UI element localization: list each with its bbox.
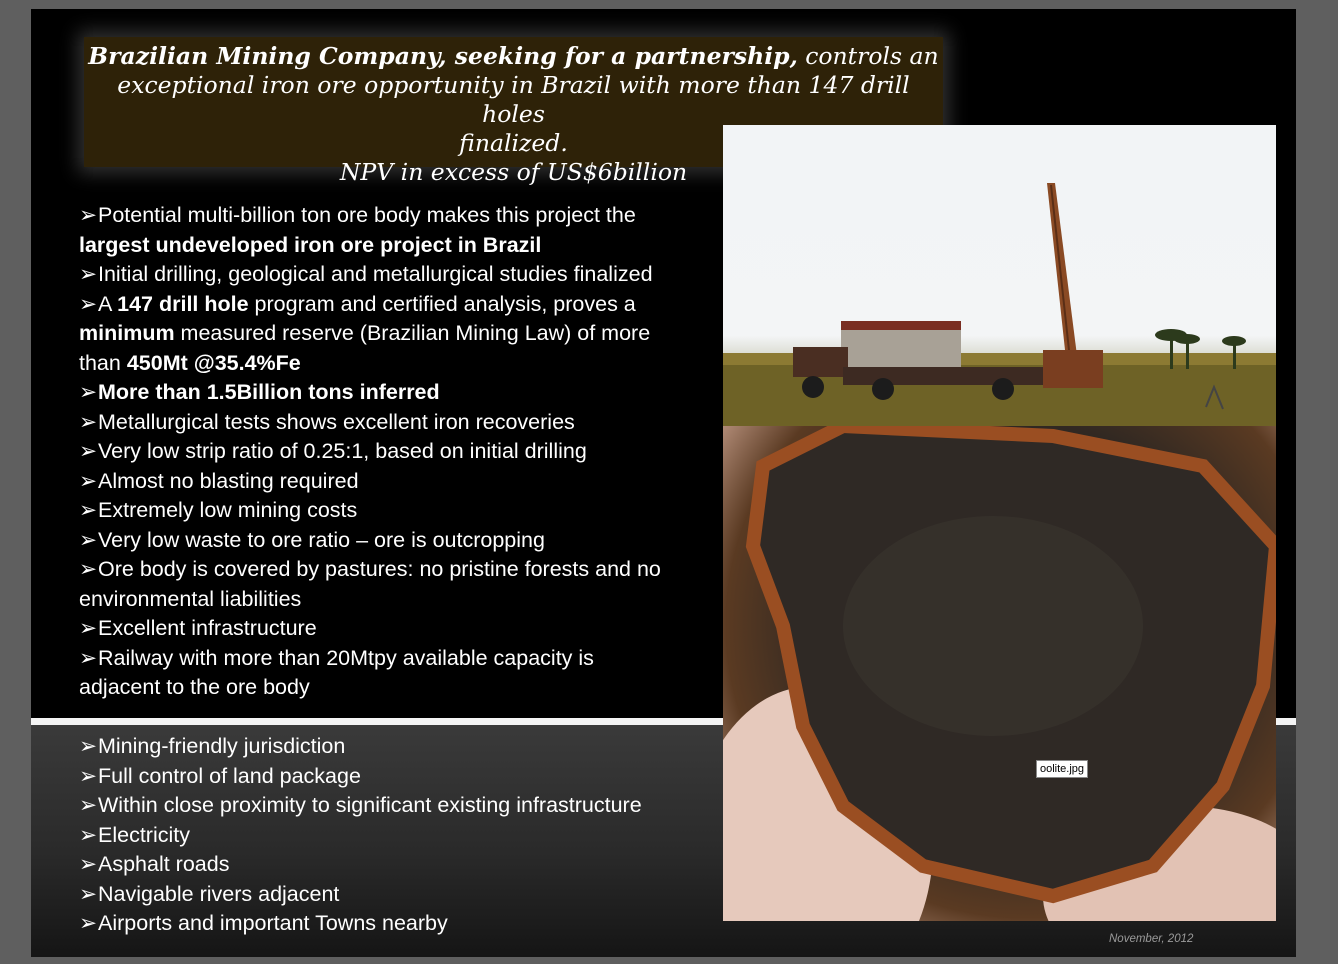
bottom-bullet-list — [79, 732, 719, 939]
bullet-item — [79, 791, 719, 821]
drill-rig-illustration — [723, 125, 1276, 426]
oolite-rock-photo — [723, 426, 1276, 921]
arrow-bullet-icon: ➢ — [79, 911, 98, 935]
bullet-text: adjacent to the ore body — [79, 675, 310, 699]
presentation-date: November, 2012 — [1109, 933, 1194, 945]
bullet-item — [79, 732, 719, 762]
bullet-item — [79, 378, 719, 408]
bullet-text: Electricity — [98, 822, 190, 847]
drill-rig-photo — [723, 125, 1276, 426]
slide — [31, 9, 1296, 957]
bullet-item — [79, 290, 719, 379]
bullet-text: Mining-friendly jurisdiction — [98, 734, 346, 758]
bullet-text: Almost no blasting required — [98, 468, 359, 493]
arrow-bullet-icon: ➢ — [79, 616, 98, 640]
image-filename-tooltip: oolite.jpg — [1036, 760, 1088, 778]
bullet-text: Railway with more than 20Mtpy available capacity is — [98, 645, 594, 670]
bullet-text: environmental liabilities — [79, 586, 302, 611]
arrow-bullet-icon: ➢ — [79, 262, 98, 286]
bullet-bold-text: More than 1.5Billion tons inferred — [98, 380, 440, 404]
bullet-item — [79, 821, 719, 851]
bullet-text: Airports and important Towns nearby — [98, 911, 448, 935]
bullet-bold-text: minimum — [79, 321, 175, 345]
arrow-bullet-icon: ➢ — [79, 439, 98, 463]
bullet-item — [79, 555, 719, 614]
bullet-bold-text: largest undeveloped iron ore project in Brazil — [79, 232, 542, 257]
bullet-text: A — [98, 291, 118, 316]
arrow-bullet-icon: ➢ — [79, 645, 98, 670]
arrow-bullet-icon: ➢ — [79, 822, 98, 847]
arrow-bullet-icon: ➢ — [79, 468, 98, 493]
bullet-item — [79, 850, 719, 880]
arrow-bullet-icon: ➢ — [79, 881, 98, 906]
bullet-item — [79, 496, 719, 526]
arrow-bullet-icon: ➢ — [79, 291, 98, 316]
headline-line3: finalized. — [459, 129, 568, 157]
bullet-item — [79, 408, 719, 438]
bullet-text: program and certified analysis, proves a — [248, 291, 636, 316]
bullet-text: Potential multi-billion ton ore body makes this project the — [98, 203, 636, 227]
bullet-text: measured reserve (Brazilian Mining Law) of more — [174, 321, 651, 345]
arrow-bullet-icon: ➢ — [79, 793, 98, 817]
bullet-text: Excellent infrastructure — [98, 616, 317, 640]
bullet-item — [79, 762, 719, 792]
bullet-text: Full control of land package — [98, 763, 361, 788]
arrow-bullet-icon: ➢ — [79, 203, 98, 227]
bullet-text: than — [79, 350, 127, 375]
arrow-bullet-icon: ➢ — [79, 852, 98, 876]
bullet-item — [79, 437, 719, 467]
arrow-bullet-icon: ➢ — [79, 557, 98, 581]
arrow-bullet-icon: ➢ — [79, 734, 98, 758]
bullet-text: Initial drilling, geological and metallurgical studies finalized — [98, 262, 653, 286]
bullet-bold-text: 450Mt @35.4%Fe — [126, 350, 301, 375]
bullet-item — [79, 260, 719, 290]
bullet-text: Navigable rivers adjacent — [98, 881, 340, 906]
bullet-text: Within close proximity to significant existing infrastructure — [98, 793, 642, 817]
bullet-bold-text: 147 drill hole — [117, 291, 249, 316]
bullet-item — [79, 201, 719, 260]
bullet-item — [79, 526, 719, 556]
headline-line1-rest: controls an — [797, 42, 939, 70]
bullet-item — [79, 467, 719, 497]
arrow-bullet-icon: ➢ — [79, 380, 98, 404]
headline-line2: exceptional iron ore opportunity in Brazil with more than 147 drill holes — [117, 71, 910, 128]
rock-illustration — [723, 426, 1276, 921]
bullet-text: Ore body is covered by pastures: no pristine forests and no — [98, 557, 661, 581]
bullet-text: Metallurgical tests shows excellent iron recoveries — [98, 409, 575, 434]
arrow-bullet-icon: ➢ — [79, 527, 98, 552]
arrow-bullet-icon: ➢ — [79, 763, 98, 788]
bullet-item — [79, 614, 719, 644]
bullet-item — [79, 880, 719, 910]
bullet-text: Asphalt roads — [98, 852, 230, 876]
bullet-text: Very low strip ratio of 0.25:1, based on initial drilling — [98, 439, 587, 463]
bullet-item — [79, 909, 719, 939]
arrow-bullet-icon: ➢ — [79, 498, 98, 522]
arrow-bullet-icon: ➢ — [79, 409, 98, 434]
bullet-text: Very low waste to ore ratio – ore is outcropping — [98, 527, 545, 552]
headline-line4: NPV in excess of US$6billion — [339, 158, 688, 186]
top-bullet-list — [79, 201, 719, 703]
bullet-text: Extremely low mining costs — [98, 498, 358, 522]
headline-bold: Brazilian Mining Company, seeking for a partnership, — [88, 42, 798, 70]
bullet-item — [79, 644, 719, 703]
